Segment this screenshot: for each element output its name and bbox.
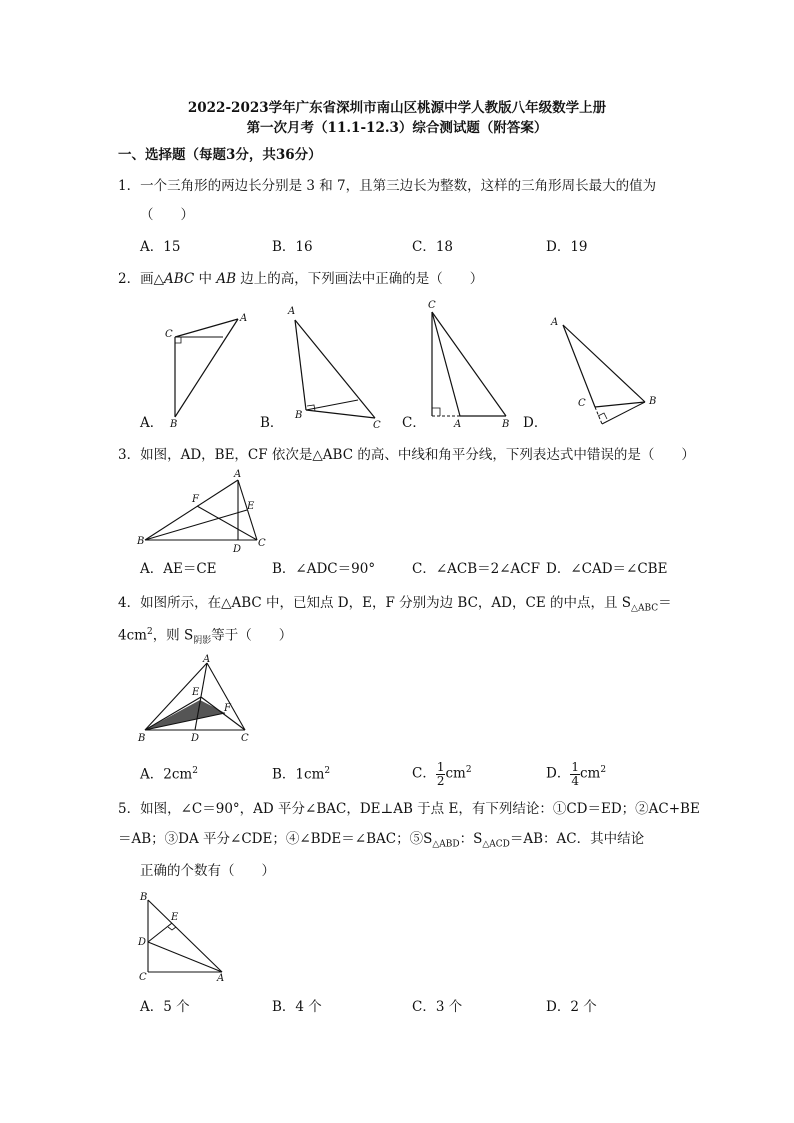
q4-option-c: C． $\frac{1}{2}$ $cm^2$ [412, 759, 472, 788]
label-a: A [551, 317, 559, 328]
section-heading: 一、选择题（每题3分，共36分） [118, 147, 322, 163]
label-b: B [170, 419, 178, 430]
label-a: A [454, 419, 462, 430]
label-b: B [137, 536, 145, 547]
label-f: F [224, 703, 231, 714]
q2-text: 2．画△ABC 中 AB 边上的高，下列画法中正确的是（ ） [118, 271, 484, 287]
q5-option-a: A．5 个 [140, 999, 190, 1015]
label-e: E [171, 912, 179, 923]
q5-line3: 正确的个数有（ ） [140, 863, 275, 879]
label-c: C [165, 329, 173, 340]
label-b: B [140, 892, 148, 903]
q5-option-c: C．3 个 [412, 999, 463, 1015]
label-a: A [234, 469, 242, 480]
label-c: C [258, 538, 266, 549]
q1-text: 1．一个三角形的两边长分别是 3 和 7，且第三边长为整数，这样的三角形周长最大的值为 [118, 178, 657, 194]
q2-option-d: D． [523, 415, 548, 431]
label-d: D [191, 733, 200, 744]
q3-text: 3．如图，AD，BE，CF 依次是△ABC 的高、中线和角平分线，下列表达式中错误的是（ ） [118, 447, 695, 463]
label-c: C [373, 420, 381, 430]
q3-figure [135, 466, 275, 558]
q2-option-b: B． [260, 415, 284, 431]
q3-option-b: B．∠ADC＝90° [272, 561, 376, 577]
q1-option-c: C．18 [412, 239, 454, 255]
q4-option-b: B．$1cm^2$ [272, 766, 331, 783]
q2-figure-c [420, 296, 520, 430]
q3-option-a: A．AE＝CE [140, 561, 217, 577]
title-line-1: 2022-2023学年广东省深圳市南山区桃源中学人教版八年级数学上册 [187, 100, 607, 116]
label-a: A [288, 306, 296, 317]
label-a: A [240, 313, 248, 324]
label-e: E [247, 501, 255, 512]
q2-figure-d [545, 310, 665, 425]
label-c: C [578, 398, 586, 409]
label-c: C [139, 972, 147, 983]
label-d: D [138, 937, 147, 948]
q3-option-d: D．∠CAD＝∠CBE [546, 561, 668, 577]
label-f: F [192, 494, 199, 505]
q4-option-a: A．$2cm^2$ [140, 766, 198, 783]
q4-line2: $4cm^2$，则 $S_{阴影}$等于（ ） [118, 627, 293, 647]
q4-line1: 4．如图所示，在△ABC 中，已知点 D，E，F 分别为边 BC，AD，CE 的中点，且 $S_{\triangle ABC}=$ [118, 595, 672, 614]
q2-option-a: A． [140, 415, 164, 431]
q2-option-c: C． [402, 415, 426, 431]
q2-figure-b [283, 300, 393, 430]
label-a: A [203, 654, 211, 665]
label-b: B [138, 733, 146, 744]
q4-figure [135, 653, 260, 745]
label-b: B [502, 419, 510, 430]
q4-option-d: D． $\frac{1}{4}$ $cm^2$ [546, 759, 607, 788]
q1-option-a: A．15 [140, 239, 181, 255]
label-b: B [295, 410, 303, 421]
label-a: A [217, 973, 225, 984]
q2-figure-a [160, 305, 260, 430]
label-c: C [241, 733, 249, 744]
q1-paren: （ ） [140, 207, 194, 223]
q1-option-d: D．19 [546, 239, 588, 255]
q5-option-b: B．4 个 [272, 999, 322, 1015]
q5-option-d: D．2 个 [546, 999, 597, 1015]
label-b: B [649, 396, 657, 407]
label-d: D [233, 544, 242, 555]
label-e: E [192, 687, 200, 698]
q5-line1: 5．如图，∠C＝90°，AD 平分∠BAC，DE⊥AB 于点 E，有下列结论：①CD＝ED；②AC+BE [118, 801, 700, 817]
q1-option-b: B．16 [272, 239, 313, 255]
label-c: C [428, 300, 436, 311]
title-line-2: 第一次月考（11.1-12.3）综合测试题（附答案） [246, 120, 548, 136]
q3-option-c: C．∠ACB＝2∠ACF [412, 561, 540, 577]
q5-line2: ＝AB；③DA 平分∠CDE；④∠BDE＝∠BAC；$⑤S_{\triangle ABD}$：$S_{\triangle ACD}=AB$：AC．其中结论 [118, 831, 645, 850]
q5-figure [135, 890, 235, 985]
